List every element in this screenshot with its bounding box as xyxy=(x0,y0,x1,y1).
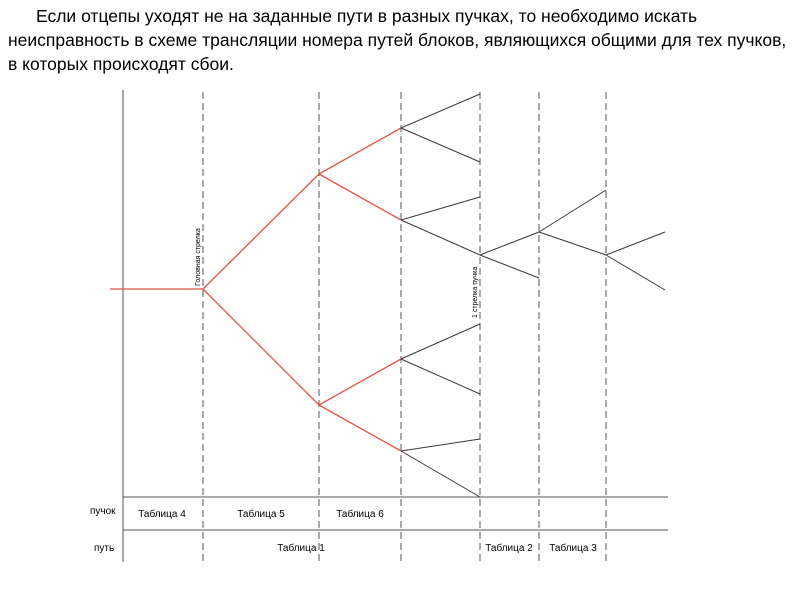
highlighted-path xyxy=(110,128,401,451)
bundle-row-label: пучок xyxy=(90,506,116,517)
track-table-2: Таблица 2 xyxy=(485,543,533,554)
bundle-table-4: Таблица 4 xyxy=(138,509,186,520)
bundle-table-6: Таблица 6 xyxy=(336,509,384,520)
bundle-table-5: Таблица 5 xyxy=(237,509,285,520)
intro-paragraph: Если отцепы уходят не на заданные пути в разных пучках, то необходимо искать неисправность в схеме трансляции номера путей блоков, являющихся общими для тех пучков, в которых происходят сбои. xyxy=(8,6,787,74)
dashed-dividers xyxy=(203,92,606,562)
head-switch-label: Головная стрелка xyxy=(195,228,202,286)
track-table-3: Таблица 3 xyxy=(549,543,597,554)
track-table-1: Таблица 1 xyxy=(277,543,325,554)
normal-branches xyxy=(401,94,665,497)
first-bundle-switch-label: 1 стрелка пучка xyxy=(472,266,479,318)
track-row-label: путь xyxy=(94,543,115,554)
